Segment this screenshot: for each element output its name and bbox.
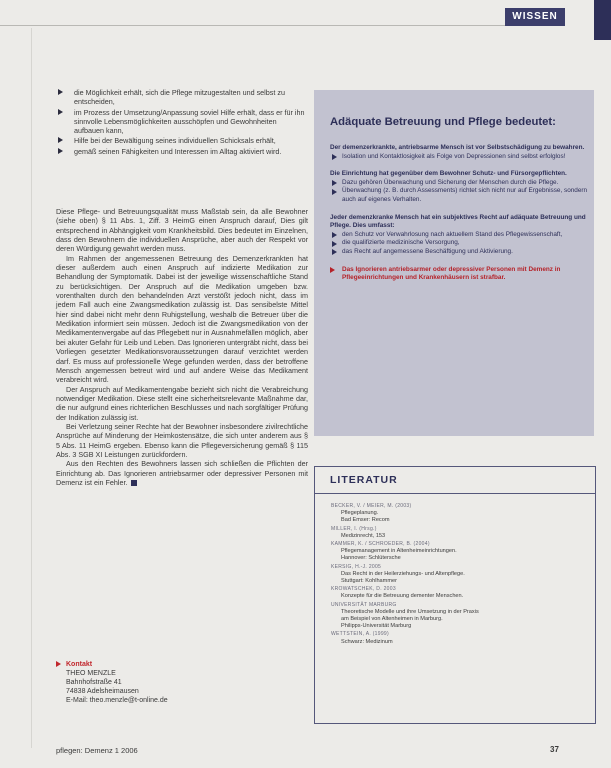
info-box	[314, 90, 594, 436]
literature-line: Konzepte für die Betreuung dementer Menschen.	[341, 593, 464, 600]
footer-publication: pflegen: Demenz 1 2006	[56, 746, 138, 755]
literature-line: Philipps-Universität Marburg	[341, 623, 412, 630]
triangle-bullet-icon	[332, 232, 337, 238]
contact-street: Bahnhofstraße 41	[66, 679, 122, 686]
literature-line: Pflegemanagement in Altenheimeinrichtungen.	[341, 548, 457, 555]
gutter-line	[31, 28, 32, 748]
end-mark-icon	[131, 480, 137, 486]
literature-line: Bad Emser: Recom	[341, 517, 390, 524]
triangle-bullet-icon	[332, 249, 337, 255]
list-item: gemäß seinen Fähigkeiten und Interessen im Alltag aktiviert wird.	[58, 147, 308, 156]
info-block-head: Die Einrichtung hat gegenüber dem Bewohner Schutz- und Fürsorgepflichten.	[330, 170, 567, 178]
literature-entry	[331, 541, 587, 563]
info-warning: Das Ignorieren antriebsarmer oder depressiver Personen mit Demenz in Pflegeeinrichtungen und Krankenhäusern ist strafbar.	[330, 266, 588, 283]
literature-title: LITERATUR	[330, 474, 398, 486]
literature-list	[331, 503, 587, 647]
list-item: die Möglichkeit erhält, sich die Pflege mitzugestalten und selbst zu entscheiden,	[58, 88, 308, 107]
literature-author: MILLER, I. (Hrsg.)	[331, 525, 377, 532]
paragraph: Diese Pflege- und Betreuungsqualität muss Maßstab sein, da alle Bewohner (siehe oben) § 11 Abs. 1, Ziff. 3 HeimG einen Anspruch darauf, Dies gilt entsprechend in Abhängigkeit vom Krankheitsbild. Dies bedeutet im Einzelnen, dass den Bewohnern die individuellen Ansprüche, aber auch der Respekt vor deren Würdigung gewahrt werden muss.	[56, 207, 308, 254]
triangle-bullet-icon	[332, 189, 337, 195]
literature-entry	[331, 631, 587, 645]
triangle-bullet-icon	[332, 241, 337, 247]
triangle-bullet-icon	[58, 137, 63, 143]
literature-line: Theoretische Modelle und ihre Umsetzung in der Praxis	[341, 608, 479, 615]
triangle-bullet-icon	[330, 267, 335, 273]
contact-email[interactable]: E-Mail: theo.menzle@t-online.de	[66, 697, 168, 704]
page-number: 37	[550, 745, 559, 754]
info-item: Isolation und Kontaktlosigkeit als Folge von Depressionen sind selbst erfolglos!	[330, 153, 588, 162]
triangle-bullet-icon	[332, 180, 337, 186]
info-item: Dazu gehören Überwachung und Sicherung der Menschen durch die Pflege.	[330, 179, 588, 188]
triangle-bullet-icon	[58, 109, 63, 115]
contact-name: THEO MENZLE	[66, 670, 116, 677]
literature-entry	[331, 564, 587, 586]
info-block	[330, 170, 588, 204]
list-item: Hilfe bei der Bewältigung seines individuellen Schicksals erhält,	[58, 136, 308, 145]
literature-line: Pflegeplanung.	[341, 510, 379, 517]
literature-line: Das Recht in der Heilerziehungs- und Altenpflege.	[341, 570, 465, 577]
section-edge-marker	[594, 0, 611, 40]
info-item: Überwachung (z. B. durch Assessments) richtet sich nicht nur auf Ergebnisse, sondern auch auf eigenes Verhalten.	[330, 187, 588, 204]
info-block	[330, 144, 588, 161]
literature-entry	[331, 526, 587, 540]
literature-entry	[331, 602, 587, 631]
info-block-head: Der demenzerkrankte, antriebsarme Mensch ist vor Selbstschädigung zu bewahren.	[330, 144, 585, 151]
literature-author: BECKER, V. / MEIER, M. (2003)	[331, 503, 412, 509]
contact-block	[56, 660, 168, 705]
paragraph: Bei Verletzung seiner Rechte hat der Bewohner insbesondere zivilrechtliche Ansprüche auf Minderung der Heimkostensätze, die sich unter anderem aus § 5 Abs. 11 HeimG ergeben. Ebenso kann die Pflegeversicherung gemäß § 115 Abs. 3 SGB XI Leistungen zurückfordern.	[56, 421, 308, 459]
paragraph: Der Anspruch auf Medikamentengabe bezieht sich nicht die Verabreichung notwendiger Medikation. Diese stellt eine sicherheitsrelevante Maßnahme dar, die nur aufgrund eines richterlichen Beschlusses und nach sorgfältiger Prüfung der Indikation zulässig ist.	[56, 384, 308, 422]
triangle-bullet-icon	[58, 89, 63, 95]
literature-line: Stuttgart: Kohlhammer	[341, 578, 397, 585]
info-box-content	[330, 144, 588, 283]
triangle-bullet-icon	[56, 661, 61, 667]
literature-line: am Beispiel von Altenheimen in Marburg.	[341, 616, 443, 623]
literature-line: Hannover: Schlütersche	[341, 555, 401, 562]
info-block-head: Jeder demenzkranke Mensch hat ein subjektives Recht auf adäquate Betreuung und Pflege. Dies umfasst:	[330, 213, 586, 230]
triangle-bullet-icon	[58, 148, 63, 154]
article-body	[56, 207, 308, 487]
header-rule	[0, 0, 560, 26]
literature-author: KAMMER, K. / SCHROEDER, B. (2004)	[331, 541, 430, 548]
literature-author: KROWATSCHEK, D. 2003	[331, 586, 396, 593]
info-block	[330, 214, 588, 257]
info-item: den Schutz vor Verwahrlosung nach aktuellem Stand des Pflegewissenschaft,	[330, 231, 588, 240]
literature-title-bar	[315, 467, 595, 494]
contact-heading: Kontakt	[56, 660, 168, 669]
paragraph: Im Rahmen der angemessenen Betreuung des Demenzerkrankten hat dieser außerdem auch einen Anspruch auf indizierte Medikation zur Behandlung der Symptomatik. Dabei ist der jeweilige wissenschaftliche Stand zu berücksichtigen. Der Anspruch auf die Medikation umgeben bzw. vorenthalten durch den behandelnden Arzt verstößt jedoch nicht, dass im jedem Fall auch eine Zwangsmedikation zulässig ist. Das sensibelste Mittel hier sind dabei nicht mehr denn Ruhigstellung, weshalb die Betreuer über die Medikation informiert sein müssen. Jedoch ist die Zwangsmedikation von der Medikamentenvergabe auf das Pflegebett nur in Ausnahmefällen möglich, aber bei akuter Gefahr für Leib und Leben. Das Ignorieren untergräbt nicht, dass bei Vorliegen gesetzter Medikationsvoraussetzungen darauf verzichtet werden darf. Es muss auf professionelle Wege gefunden werden, dass der betroffene Mensch angemessen betreut wird und auf andere Weise das Medikament verabreicht wird.	[56, 253, 308, 385]
paragraph: Aus den Rechten des Bewohners lassen sich schließen die Pflichten der Einrichtung ab. Das Ignorieren antriebsarmer oder depressiver Personen mit Demenz ist ein Fehler.	[56, 459, 308, 487]
info-item: das Recht auf angemessene Beschäftigung und Aktivierung.	[330, 248, 588, 257]
info-item: die qualifizierte medizinische Versorgung,	[330, 239, 588, 248]
literature-author: WETTSTEIN, A. (1999)	[331, 631, 389, 638]
list-item: im Prozess der Umsetzung/Anpassung soviel Hilfe erhält, dass er für ihn sinnvolle Lebensmöglichkeiten ausschöpfen und Gewohnheiten aufbauen kann,	[58, 108, 308, 136]
info-box-title: Adäquate Betreuung und Pflege bedeutet:	[330, 116, 556, 128]
literature-entry	[331, 586, 587, 600]
section-tab: WISSEN	[505, 8, 565, 26]
literature-author: KERSIG, H.-J. 2005	[331, 563, 382, 570]
literature-entry	[331, 503, 587, 525]
literature-line: Medizinrecht, 153	[341, 532, 386, 539]
literature-author: UNIVERSITÄT MARBURG	[331, 601, 397, 608]
triangle-bullet-icon	[332, 154, 337, 160]
bullet-list	[58, 88, 308, 157]
literature-box	[314, 466, 596, 724]
contact-city: 74838 Adelsheimausen	[66, 688, 139, 695]
literature-line: Schwarz: Medizinum	[341, 638, 393, 645]
